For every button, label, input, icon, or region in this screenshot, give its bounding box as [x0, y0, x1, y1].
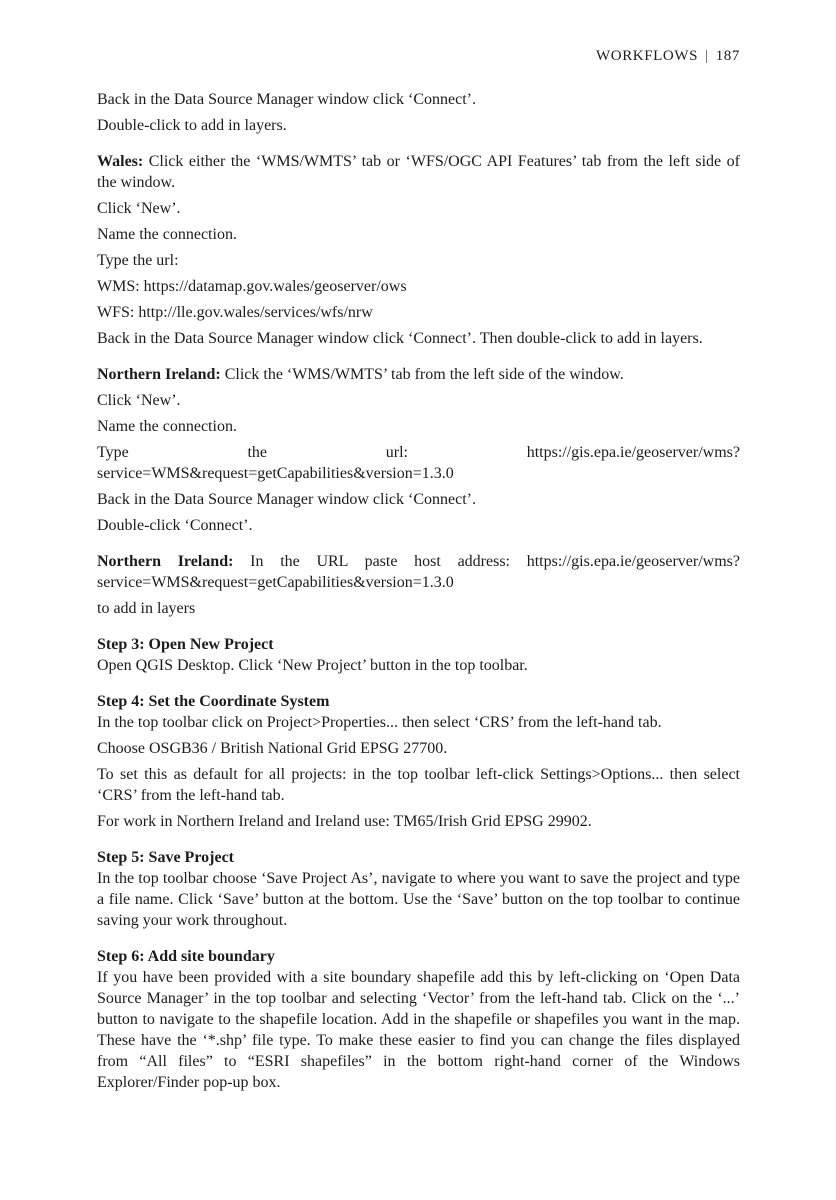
paragraph [97, 89, 740, 110]
running-head-separator: | [705, 48, 709, 64]
paragraph-text: to add in layers [97, 600, 196, 617]
paragraph [97, 655, 740, 676]
paragraph [97, 115, 740, 136]
paragraph [97, 276, 740, 297]
paragraph-text: Double-click to add in layers. [97, 117, 287, 134]
paragraph-text: Name the connection. [97, 226, 237, 243]
running-head-title: WORKFLOWS [596, 48, 699, 64]
paragraph-text: In the top toolbar click on Project>Properties... then select ‘CRS’ from the left-hand tab. [97, 714, 662, 731]
paragraph-text: WMS: https://datamap.gov.wales/geoserver/ows [97, 278, 407, 295]
paragraph [97, 712, 740, 733]
paragraph-text: Double-click ‘Connect’. [97, 517, 253, 534]
section-heading [97, 691, 740, 712]
paragraph [97, 198, 740, 219]
paragraph-text: Click the ‘WMS/WMTS’ tab from the left side of the window. [220, 366, 624, 383]
paragraph-text: If you have been provided with a site boundary shapefile add this by left-clicking on ‘Open Data Source Manager’ in the top toolbar and selecting ‘Vector’ from the left-hand tab. Click on the ‘...’ button to navigate to the shapefile location. Add in the shapefile or shapefiles you want in the map. These have the ‘*.shp’ file type. To make these easier to find you can change the files displayed from “All files” to “ESRI shapefiles” in the bottom right-hand corner of the Windows Explorer/Finder pop-up box. [97, 969, 740, 1091]
paragraph-text: Name the connection. [97, 418, 237, 435]
paragraph-text: Click either the ‘WMS/WMTS’ tab or ‘WFS/OGC API Features’ tab from the left side of the window. [97, 153, 740, 191]
paragraph [97, 250, 740, 271]
paragraph-text: Click ‘New’. [97, 200, 181, 217]
paragraph [97, 489, 740, 510]
paragraph [97, 515, 740, 536]
section-heading-text: Step 4: Set the Coordinate System [97, 693, 330, 710]
page-number: 187 [715, 48, 740, 64]
paragraph-text: Back in the Data Source Manager window click ‘Connect’. Then double-click to add in layers. [97, 330, 703, 347]
paragraph [97, 364, 740, 385]
paragraph [97, 224, 740, 245]
paragraph-text: Open QGIS Desktop. Click ‘New Project’ button in the top toolbar. [97, 657, 528, 674]
paragraph-lead: Northern Ireland: [97, 553, 234, 570]
paragraph [97, 811, 740, 832]
paragraph [97, 442, 740, 484]
section-heading [97, 946, 740, 967]
paragraph [97, 390, 740, 411]
paragraph-text: Type the url: https://gis.epa.ie/geoserver/wms?service=WMS&request=getCapabilities&version=1.3.0 [97, 444, 740, 482]
paragraph [97, 416, 740, 437]
paragraph-text: In the top toolbar choose ‘Save Project As’, navigate to where you want to save the project and type a file name. Click ‘Save’ button at the bottom. Use the ‘Save’ button on the top toolbar to continue saving your work throughout. [97, 870, 740, 929]
paragraph [97, 967, 740, 1093]
paragraph-text: Type the url: [97, 252, 179, 269]
paragraph-text: WFS: http://lle.gov.wales/services/wfs/nrw [97, 304, 373, 321]
paragraph-text: Click ‘New’. [97, 392, 181, 409]
paragraph [97, 551, 740, 593]
paragraph [97, 598, 740, 619]
paragraph-text: Choose OSGB36 / British National Grid EPSG 27700. [97, 740, 448, 757]
paragraph [97, 328, 740, 349]
paragraph-text: To set this as default for all projects: in the top toolbar left-click Settings>Options... then select ‘CRS’ from the left-hand tab. [97, 766, 740, 804]
section-heading-text: Step 6: Add site boundary [97, 948, 275, 965]
page-content [97, 89, 740, 1093]
paragraph [97, 302, 740, 323]
paragraph-text: Back in the Data Source Manager window click ‘Connect’. [97, 491, 476, 508]
paragraph-lead: Northern Ireland: [97, 366, 221, 383]
paragraph-text: In the URL paste host address: https://gis.epa.ie/geoserver/wms?service=WMS&request=getCapabilities&version=1.3.0 [97, 553, 740, 591]
paragraph [97, 764, 740, 806]
section-heading [97, 634, 740, 655]
paragraph [97, 868, 740, 931]
paragraph-lead: Wales: [97, 153, 144, 170]
section-heading-text: Step 3: Open New Project [97, 636, 274, 653]
paragraph [97, 738, 740, 759]
page-header [97, 46, 740, 66]
paragraph-text: Back in the Data Source Manager window click ‘Connect’. [97, 91, 476, 108]
paragraph [97, 151, 740, 193]
section-heading [97, 847, 740, 868]
section-heading-text: Step 5: Save Project [97, 849, 234, 866]
paragraph-text: For work in Northern Ireland and Ireland use: TM65/Irish Grid EPSG 29902. [97, 813, 592, 830]
